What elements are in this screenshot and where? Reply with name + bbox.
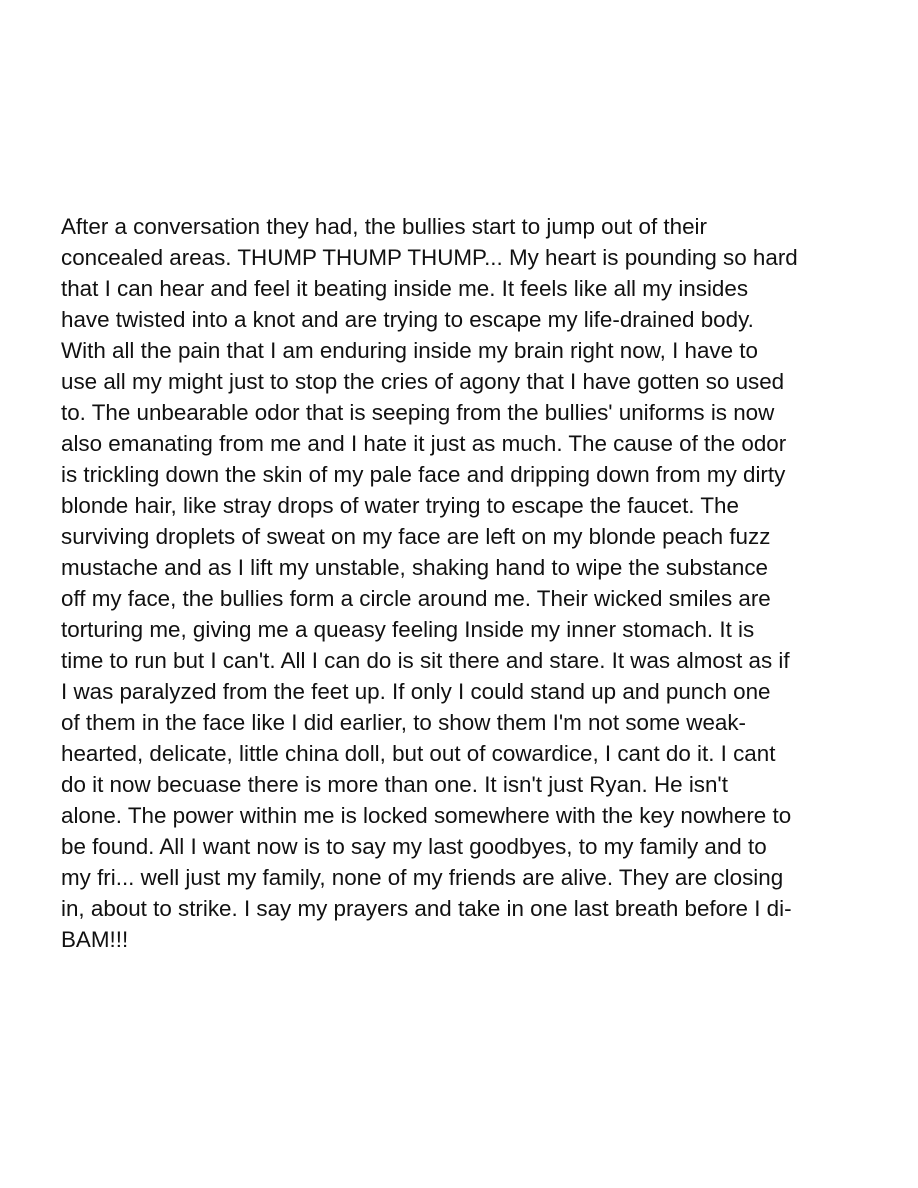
text-line: blonde hair, like stray drops of water trying to escape the faucet. The bbox=[61, 493, 739, 518]
text-line: concealed areas. THUMP THUMP THUMP... My heart is pounding so hard bbox=[61, 245, 798, 270]
text-line: With all the pain that I am enduring inside my brain right now, I have to bbox=[61, 338, 758, 363]
text-line: After a conversation they had, the bullies start to jump out of their bbox=[61, 214, 707, 239]
text-line: be found. All I want now is to say my last goodbyes, to my family and to bbox=[61, 834, 767, 859]
text-line: have twisted into a knot and are trying to escape my life-drained body. bbox=[61, 307, 754, 332]
text-line: in, about to strike. I say my prayers and take in one last breath before I di- bbox=[61, 896, 792, 921]
text-line: torturing me, giving me a queasy feeling Inside my inner stomach. It is bbox=[61, 617, 755, 642]
text-line: do it now becuase there is more than one. It isn't just Ryan. He isn't bbox=[61, 772, 728, 797]
text-line: surviving droplets of sweat on my face are left on my blonde peach fuzz bbox=[61, 524, 771, 549]
text-line: BAM!!! bbox=[61, 927, 129, 952]
text-line: to. The unbearable odor that is seeping from the bullies' uniforms is now bbox=[61, 400, 775, 425]
text-line: alone. The power within me is locked somewhere with the key nowhere to bbox=[61, 803, 792, 828]
text-line: I was paralyzed from the feet up. If only I could stand up and punch one bbox=[61, 679, 771, 704]
text-line: is trickling down the skin of my pale face and dripping down from my dirty bbox=[61, 462, 786, 487]
text-line: off my face, the bullies form a circle around me. Their wicked smiles are bbox=[61, 586, 771, 611]
text-line: that I can hear and feel it beating inside me. It feels like all my insides bbox=[61, 276, 749, 301]
text-line: mustache and as I lift my unstable, shaking hand to wipe the substance bbox=[61, 555, 768, 580]
text-line: use all my might just to stop the cries of agony that I have gotten so used bbox=[61, 369, 785, 394]
text-line: of them in the face like I did earlier, to show them I'm not some weak- bbox=[61, 710, 747, 735]
story-paragraph bbox=[61, 211, 861, 955]
text-line: my fri... well just my family, none of my friends are alive. They are closing bbox=[61, 865, 784, 890]
text-line: also emanating from me and I hate it just as much. The cause of the odor bbox=[61, 431, 787, 456]
text-line: hearted, delicate, little china doll, but out of cowardice, I cant do it. I cant bbox=[61, 741, 776, 766]
text-line: time to run but I can't. All I can do is sit there and stare. It was almost as if bbox=[61, 648, 790, 673]
